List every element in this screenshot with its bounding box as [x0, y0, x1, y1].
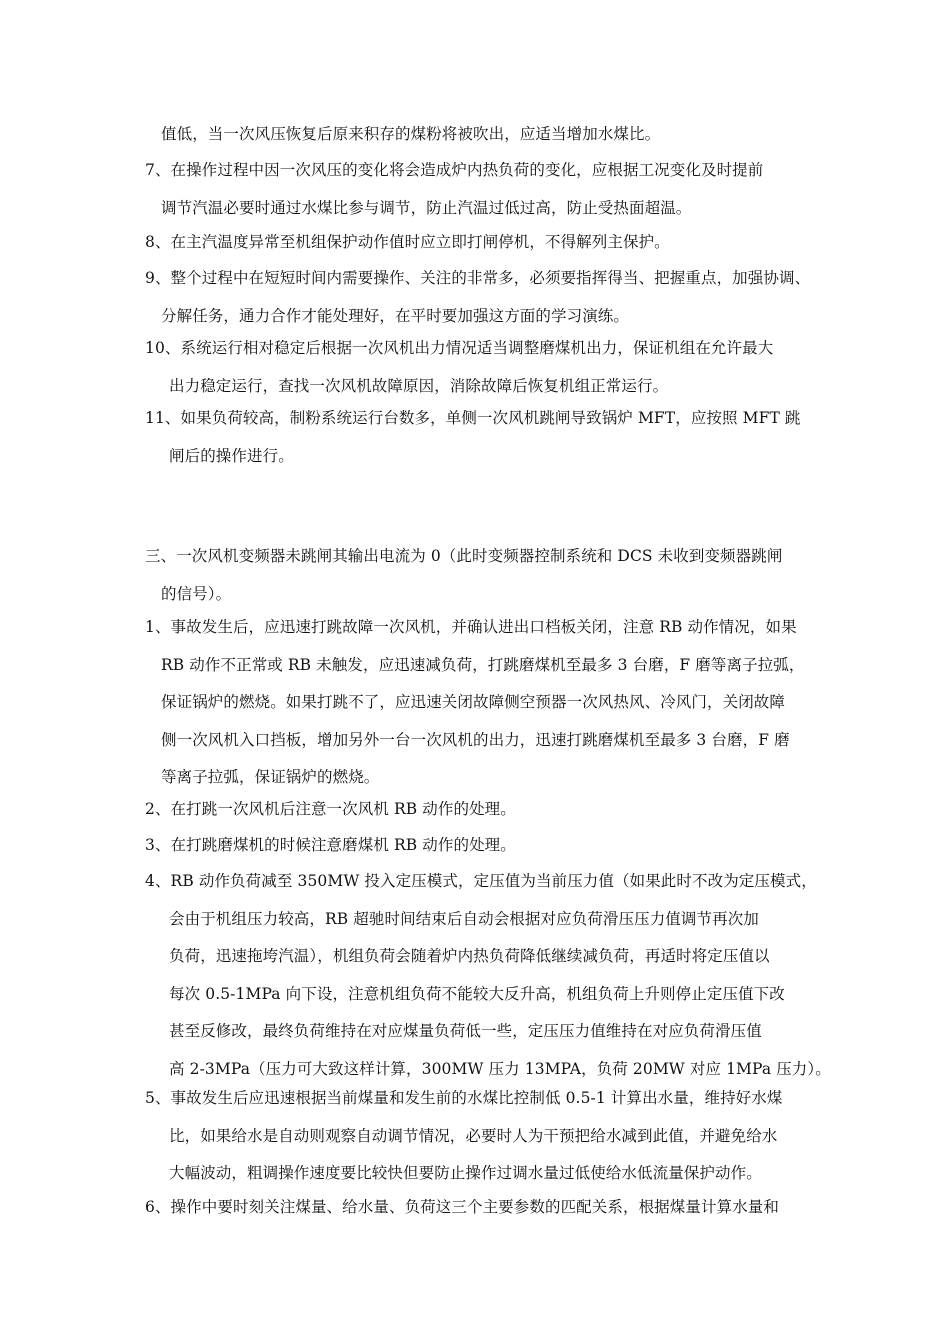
list-item-11 — [145, 400, 825, 475]
text-line: 等离子拉弧，保证锅炉的燃烧。 — [161, 768, 380, 786]
paragraph-continuation — [145, 116, 825, 154]
text-line: 比，如果给水是自动则观察自动调节情况，必要时人为干预把给水减到此值，并避免给水 — [169, 1126, 778, 1145]
text-line: 7、在操作过程中因一次风压的变化将会造成炉内热负荷的变化，应根据工况变化及时提前 — [145, 161, 764, 179]
section3-item-5 — [145, 1080, 825, 1193]
list-item-10 — [145, 330, 825, 405]
text-line: 分解任务，通力合作才能处理好，在平时要加强这方面的学习演练。 — [161, 306, 630, 325]
text-line: 2、在打跳一次风机后注意一次风机 RB 动作的处理。 — [145, 800, 516, 818]
text-line: 保证锅炉的燃烧。如果打跳不了，应迅速关闭故障侧空预器一次风热风、冷风门，关闭故障 — [161, 693, 786, 711]
text-line: 出力稳定运行，查找一次风机故障原因，消除故障后恢复机组正常运行。 — [169, 376, 669, 395]
text-line: 10、系统运行相对稳定后根据一次风机出力情况适当调整磨煤机出力，保证机组在允许最大 — [145, 339, 774, 357]
text-line: 的信号）。 — [161, 584, 232, 603]
text-line: 每次 0.5-1MPa 向下设，注意机组负荷不能较大反升高，机组负荷上升则停止定压值下改 — [169, 984, 785, 1003]
text-line: 闸后的操作进行。 — [169, 446, 294, 465]
text-line: 8、在主汽温度异常至机组保护动作值时应立即打闸停机，不得解列主保护。 — [145, 233, 670, 251]
list-item-9 — [145, 260, 825, 335]
text-line: 5、事故发生后应迅速根据当前煤量和发生前的水煤比控制低 0.5-1 计算出水量，维持好水煤 — [145, 1089, 783, 1107]
section3-item-2 — [145, 791, 825, 829]
text-line: RB 动作不正常或 RB 未触发，应迅速减负荷，打跳磨煤机至最多 3 台磨，F 磨等离子拉弧， — [161, 655, 805, 674]
text-line: 三、一次风机变频器未跳闸其输出电流为 0（此时变频器控制系统和 DCS 未收到变频器跳闸 — [145, 547, 783, 565]
text-line: 9、整个过程中在短短时间内需要操作、关注的非常多，必须要指挥得当、把握重点，加强协调、 — [145, 269, 811, 287]
section3-item-3 — [145, 827, 825, 865]
section3-item-6 — [145, 1189, 825, 1227]
text-line: 值低，当一次风压恢复后原来积存的煤粉将被吹出，应适当增加水煤比。 — [161, 125, 661, 143]
text-line: 4、RB 动作负荷减至 350MW 投入定压模式，定压值为当前压力值（如果此时不改为定压模式， — [145, 872, 817, 890]
text-line: 负荷，迅速拖垮汽温），机组负荷会随着炉内热负荷降低继续减负荷，再适时将定压值以 — [169, 947, 770, 965]
text-line: 大幅波动，粗调操作速度要比较快但要防止操作过调水量过低使给水低流量保护动作。 — [169, 1164, 762, 1182]
section-heading-3 — [145, 538, 825, 613]
text-line: 调节汽温必要时通过水煤比参与调节，防止汽温过低过高，防止受热面超温。 — [161, 198, 692, 217]
text-line: 1、事故发生后，应迅速打跳故障一次风机，并确认进出口档板关闭，注意 RB 动作情况，如果 — [145, 618, 797, 636]
section3-item-1 — [145, 609, 825, 797]
text-line: 甚至反修改，最终负荷维持在对应煤量负荷低一些，定压压力值维持在对应负荷滑压值 — [169, 1022, 762, 1040]
text-line: 3、在打跳磨煤机的时候注意磨煤机 RB 动作的处理。 — [145, 836, 516, 854]
list-item-7 — [145, 152, 825, 227]
text-line: 会由于机组压力较高，RB 超驰时间结束后自动会根据对应负荷滑压压力值调节再次加 — [169, 909, 759, 928]
text-line: 侧一次风机入口挡板，增加另外一台一次风机的出力，迅速打跳磨煤机至最多 3 台磨，F 磨 — [161, 730, 790, 749]
text-line: 11、如果负荷较高，制粉系统运行台数多，单侧一次风机跳闸导致锅炉 MFT，应按照 MFT 跳 — [145, 409, 801, 427]
text-line: 高 2-3MPa（压力可大致这样计算，300MW 压力 13MPA，负荷 20MW 对应 1MPa 压力）。 — [169, 1059, 831, 1078]
text-line: 6、操作中要时刻关注煤量、给水量、负荷这三个主要参数的匹配关系，根据煤量计算水量和 — [145, 1198, 779, 1216]
section3-item-4 — [145, 863, 831, 1088]
list-item-8 — [145, 224, 825, 262]
